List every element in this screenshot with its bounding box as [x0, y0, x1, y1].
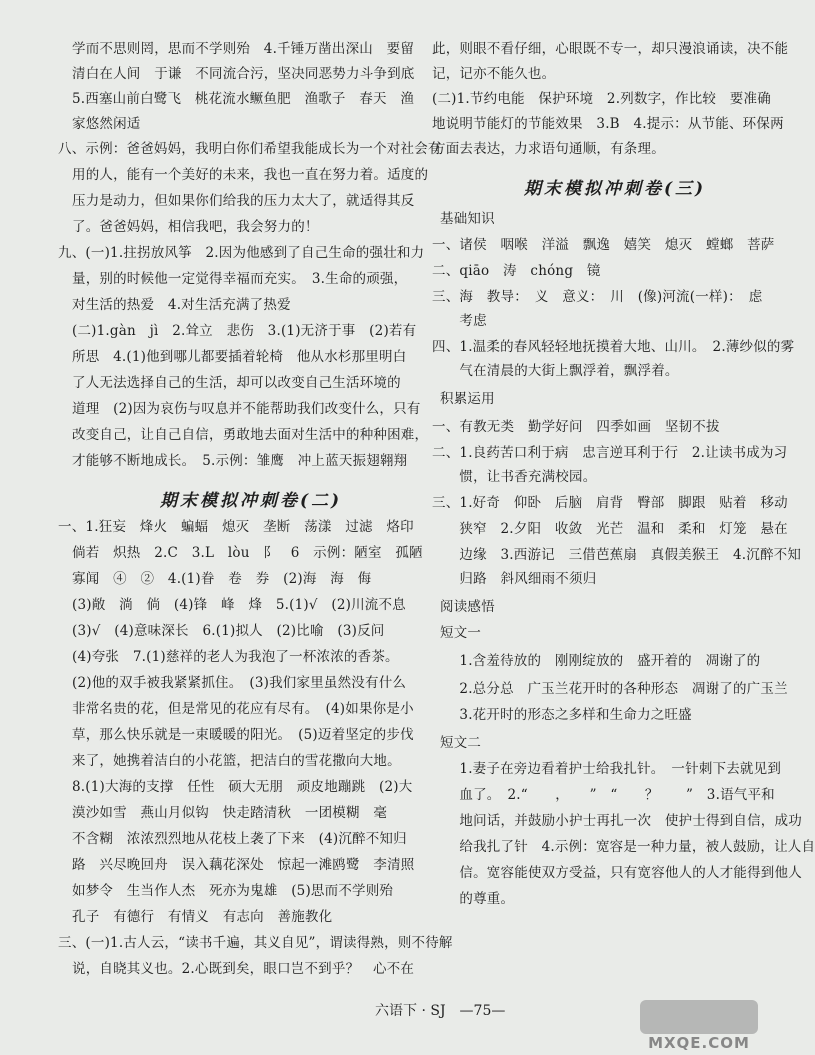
answer-line: 短文二	[440, 735, 482, 751]
answer-line: 了。爸爸妈妈，相信我吧，我会努力的！	[72, 219, 319, 235]
answer-line: 八、示例：爸爸妈妈，我明白你们希望我能成长为一个对社会有	[58, 141, 442, 157]
answer-line: 孔子 有德行 有情义 有志向 善施教化	[72, 909, 333, 925]
answer-line: 用的人，能有一个美好的未来，我也一直在努力着。适度的	[72, 167, 429, 183]
answer-line: 二、qiāo 涛 chóng 镜	[432, 263, 601, 279]
watermark-url: MXQE.COM	[648, 1034, 750, 1052]
answer-line: 路 兴尽晚回舟 误入藕花深处 惊起一滩鸥鹭 李清照	[72, 857, 415, 873]
answer-line: 量，别的时候他一定觉得幸福而充实。 3.生命的顽强，	[72, 271, 408, 287]
answer-line: 积累运用	[440, 391, 495, 407]
answer-line: 阅读感悟	[440, 599, 495, 615]
answer-line: 地问话，并鼓励小护士再扎一次 使护士得到自信，成功	[432, 813, 802, 829]
answer-line: 对生活的热爱 4.对生活充满了热爱	[72, 297, 291, 313]
section-title: 期末模拟冲刺卷(二)	[160, 491, 343, 511]
answer-line: 短文一	[440, 625, 482, 641]
answer-line: 5.西塞山前白鹭飞 桃花流水鳜鱼肥 渔歌子 春天 渔	[72, 91, 415, 107]
answer-line: 3.花开时的形态之多样和生命力之旺盛	[432, 707, 692, 723]
answer-line: 三、(一)1.古人云，“读书千遍，其义自见”，谓读得熟，则不待解	[58, 935, 453, 951]
answer-line: 一、诸侯 咽喉 洋溢 飘逸 嬉笑 熄灭 螳螂 菩萨	[432, 237, 775, 253]
answer-line: 四、1.温柔的春风轻轻地抚摸着大地、山川。 2.薄纱似的雾	[432, 339, 795, 355]
answer-line: 清白在人间 于谦 不同流合污，坚决同恶势力斗争到底	[72, 66, 415, 82]
answer-line: (二)1.节约电能 保护环境 2.列数字，作比较 要准确	[432, 91, 771, 107]
answer-line: 血了。 2.“ ， ” “ ？ ” 3.语气平和	[432, 787, 775, 803]
answer-line: 说，自晓其义也。2.心既到矣，眼口岂不到乎？ 心不在	[72, 961, 415, 977]
answer-line: 狭窄 2.夕阳 收敛 光芒 温和 柔和 灯笼 悬在	[432, 521, 788, 537]
answer-line: 气在清晨的大街上飘浮着，飘浮着。	[432, 363, 679, 379]
answer-line: 了人无法选择自己的生活，却可以改变自己生活环境的	[72, 375, 401, 391]
watermark-badge-icon	[640, 1000, 758, 1034]
answer-line: 才能够不断地成长。 5.示例：雏鹰 冲上蓝天振翅翱翔	[72, 453, 408, 469]
answer-line: 边缘 3.西游记 三借芭蕉扇 真假美猴王 4.沉醉不知	[432, 547, 802, 563]
answer-line: (4)夸张 7.(1)慈祥的老人为我泡了一杯浓浓的香茶。	[72, 649, 399, 665]
answer-line: 惯，让书香充满校园。	[432, 469, 597, 485]
answer-line: 信。宽容能使双方受益，只有宽容他人的人才能得到他人	[432, 865, 802, 881]
answer-line: (3)敞 淌 倘 (4)锋 峰 烽 5.(1)√ (2)川流不息	[72, 597, 406, 613]
page-footer: 六语下 · SJ —75—	[375, 1003, 506, 1019]
answer-line: 非常名贵的花，但是常见的花应有尽有。 (4)如果你是小	[72, 701, 414, 717]
answer-line: 如梦令 生当作人杰 死亦为鬼雄 (5)思而不学则殆	[72, 883, 394, 899]
answer-line: (3)√ (4)意味深长 6.(1)拟人 (2)比喻 (3)反问	[72, 623, 385, 639]
answer-line: 考虑	[432, 313, 487, 329]
answer-line: 改变自己，让自己自信，勇敢地去面对生活中的种种困难，	[72, 427, 429, 443]
answer-line: 学而不思则罔，思而不学则殆 4.千锤万凿出深山 要留	[72, 41, 415, 57]
answer-line: 8.(1)大海的支撑 任性 硕大无朋 顽皮地蹦跳 (2)大	[72, 779, 413, 795]
answer-line: 的尊重。	[432, 891, 515, 907]
answer-line: 1.含羞待放的 刚刚绽放的 盛开着的 凋谢了的	[432, 653, 761, 669]
answer-line: 倘若 炽热 2.C 3.L lòu 阝 6 示例：陋室 孤陋	[72, 545, 423, 561]
answer-line: 记，记亦不能久也。	[432, 66, 556, 82]
answer-line: 二、1.良药苦口利于病 忠言逆耳利于行 2.让读书成为习	[432, 445, 788, 461]
section-title: 期末模拟冲刺卷(三)	[524, 179, 707, 199]
answer-line: 不含糊 浓浓烈烈地从花枝上袭了下来 (4)沉醉不知归	[72, 831, 407, 847]
answer-line: 漠沙如雪 燕山月似钩 快走踏清秋 一团模糊 毫	[72, 805, 388, 821]
answer-line: 此，则眼不看仔细，心眼既不专一，却只漫浪诵读，决不能	[432, 41, 789, 57]
answer-line: 家悠然闲适	[72, 116, 141, 132]
answer-line: 草，那么快乐就是一束暖暖的阳光。 (5)迈着坚定的步伐	[72, 727, 414, 743]
watermark-logo	[640, 1000, 758, 1050]
answer-line: 一、有教无类 勤学好问 四季如画 坚韧不拔	[432, 419, 720, 435]
answer-line: 1.妻子在旁边看着护士给我扎针。 一针刺下去就见到	[432, 761, 782, 777]
answer-line: 寡闻 ④ ② 4.(1)眷 卷 券 (2)海 海 侮	[72, 571, 372, 587]
answer-line: (二)1.gàn jì 2.耸立 悲伤 3.(1)无济于事 (2)若有	[72, 323, 417, 339]
answer-line: 归路 斜风细雨不须归	[432, 571, 597, 587]
answer-line: 地说明节能灯的节能效果 3.B 4.提示：从节能、环保两	[432, 116, 784, 132]
answer-line: 压力是动力，但如果你们给我的压力太大了，就适得其反	[72, 193, 415, 209]
answer-line: 2.总分总 广玉兰花开时的各种形态 凋谢了的广玉兰	[432, 681, 788, 697]
answer-line: 道理 (2)因为哀伤与叹息并不能帮助我们改变什么，只有	[72, 401, 421, 417]
answer-line: 三、1.好奇 仰卧 后脑 肩背 臀部 脚跟 贴着 移动	[432, 495, 788, 511]
answer-line: 九、(一)1.拄拐放风筝 2.因为他感到了自己生命的强壮和力	[58, 245, 425, 261]
answer-line: 一、1.狂妄 烽火 蝙蝠 熄灭 垄断 荡漾 过滤 烙印	[58, 519, 414, 535]
answer-line: 方面去表达，力求语句通顺，有条理。	[432, 141, 665, 157]
answer-line: 给我扎了针 4.示例：宽容是一种力量，被人鼓励，让人自	[432, 839, 815, 855]
answer-line: 基础知识	[440, 211, 495, 227]
answer-line: 所思 4.(1)他到哪儿都要插着轮椅 他从水杉那里明白	[72, 349, 407, 365]
answer-line: (2)他的双手被我紧紧抓住。 (3)我们家里虽然没有什么	[72, 675, 407, 691]
answer-line: 来了，她携着洁白的小花篮，把洁白的雪花撒向大地。	[72, 753, 401, 769]
answer-line: 三、海 教导： 义 意义： 川 (像)河流(一样)： 虑	[432, 289, 763, 305]
